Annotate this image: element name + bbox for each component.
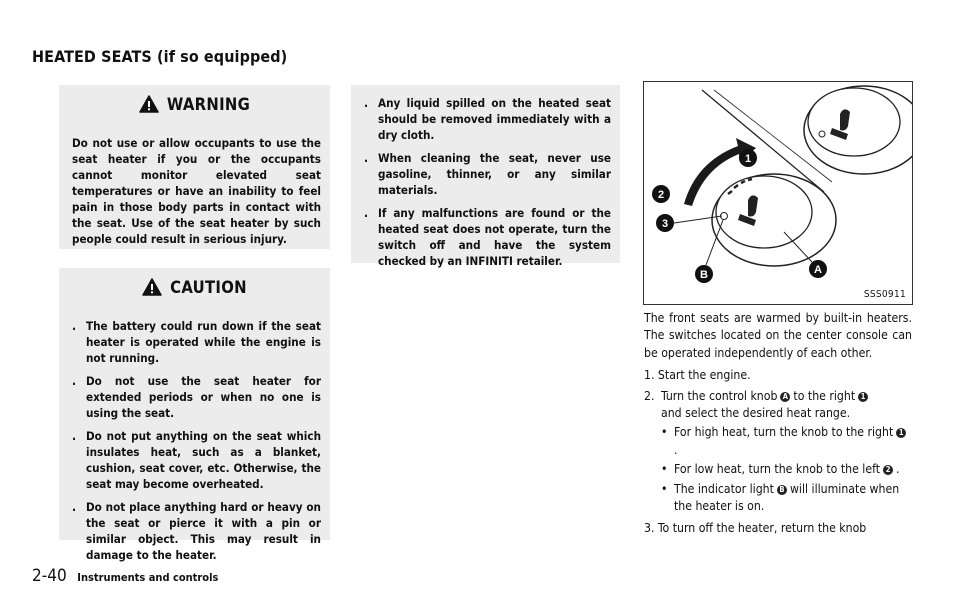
bullet: • <box>661 425 668 440</box>
bullet: . <box>72 374 77 388</box>
bullet: . <box>72 429 77 443</box>
svg-text:B: B <box>700 269 708 281</box>
lower-knob <box>712 174 836 266</box>
caution-item: . Any liquid spilled on the heated seat should be removed immediately with a dry cloth. <box>364 96 611 142</box>
caution-heading <box>59 268 330 306</box>
bullet: . <box>72 319 77 333</box>
warning-panel <box>59 85 330 249</box>
section-name: Instruments and controls <box>77 571 219 584</box>
svg-text:1: 1 <box>744 153 752 165</box>
bullet: . <box>364 96 369 110</box>
step-1: 1. Start the engine. <box>644 368 751 383</box>
step-3: 3. To turn off the heater, return the knob <box>644 521 867 536</box>
svg-text:3: 3 <box>661 218 669 230</box>
caution-item: . When cleaning the seat, never use gasoline, thinner, or any similar materials. <box>364 151 611 197</box>
instructions-text <box>644 310 912 538</box>
callout-2 <box>652 185 670 203</box>
sub-low-heat: • For low heat, turn the knob to the left 2 . <box>661 461 912 478</box>
upper-knob <box>804 86 912 174</box>
warning-heading <box>59 85 330 123</box>
bullet: • <box>661 481 668 496</box>
intro-paragraph: The front seats are warmed by built-in heaters. The switches located on the center console can be operated independently of each other. <box>644 311 912 360</box>
figure-id: SSS0911 <box>863 289 906 300</box>
svg-text:A: A <box>814 264 822 276</box>
sub-indicator: • The indicator light B will illuminate when the heater is on. <box>661 481 912 516</box>
caution-icon <box>142 278 162 296</box>
warning-heading-label: WARNING <box>166 94 251 114</box>
caution-item: . Do not place anything hard or heavy on the seat or pierce it with a pin or similar object. This may result in damage to the heater. <box>72 500 321 562</box>
page-footer <box>32 566 218 586</box>
caution-heading-label: CAUTION <box>170 277 247 297</box>
page-number: 2-40 <box>32 566 67 586</box>
callout-1 <box>739 149 757 167</box>
warning-icon <box>139 95 159 113</box>
sub-high-heat: • For high heat, turn the knob to the right 1. <box>661 424 912 459</box>
caution-item: . Do not use the seat heater for extended periods or when no one is using the seat. <box>72 374 321 420</box>
caution-item: . Do not put anything on the seat which insulates heat, such as a blanket, cushion, seat cover, etc. Otherwise, the seat may become overheated. <box>72 429 321 491</box>
step-2: 2. Turn the control knob A to the right 1 and select the desired heat range. <box>644 388 912 423</box>
warning-text: Do not use or allow occupants to use the seat heater if you or the occupants cannot monitor elevated seat temperatures or have an inability to feel pain in those body parts in contact with the seat. Use of the seat heater by such people could result in serious injury. <box>72 136 321 246</box>
bullet: • <box>661 462 668 477</box>
caution-item: . If any malfunctions are found or the heated seat does not operate, turn the switch off and have the system checked by an INFINITI retailer. <box>364 206 611 268</box>
bullet: . <box>364 151 369 165</box>
marker-1: 1 <box>896 428 906 438</box>
marker-2: 2 <box>883 465 893 475</box>
caution-panel <box>59 268 330 562</box>
marker-b: B <box>777 485 787 495</box>
caution-item: . The battery could run down if the seat heater is operated while the engine is not running. <box>72 319 321 365</box>
page-title: HEATED SEATS (if so equipped) <box>32 47 288 66</box>
svg-text:2: 2 <box>657 189 665 201</box>
marker-1: 1 <box>858 392 868 402</box>
heated-seat-switch-illustration <box>643 81 913 305</box>
bullet: . <box>364 206 369 220</box>
seat-heater-knob-drawing <box>644 82 912 304</box>
marker-a: A <box>780 392 790 402</box>
caution-panel-continued <box>351 85 620 268</box>
bullet: . <box>72 500 77 514</box>
